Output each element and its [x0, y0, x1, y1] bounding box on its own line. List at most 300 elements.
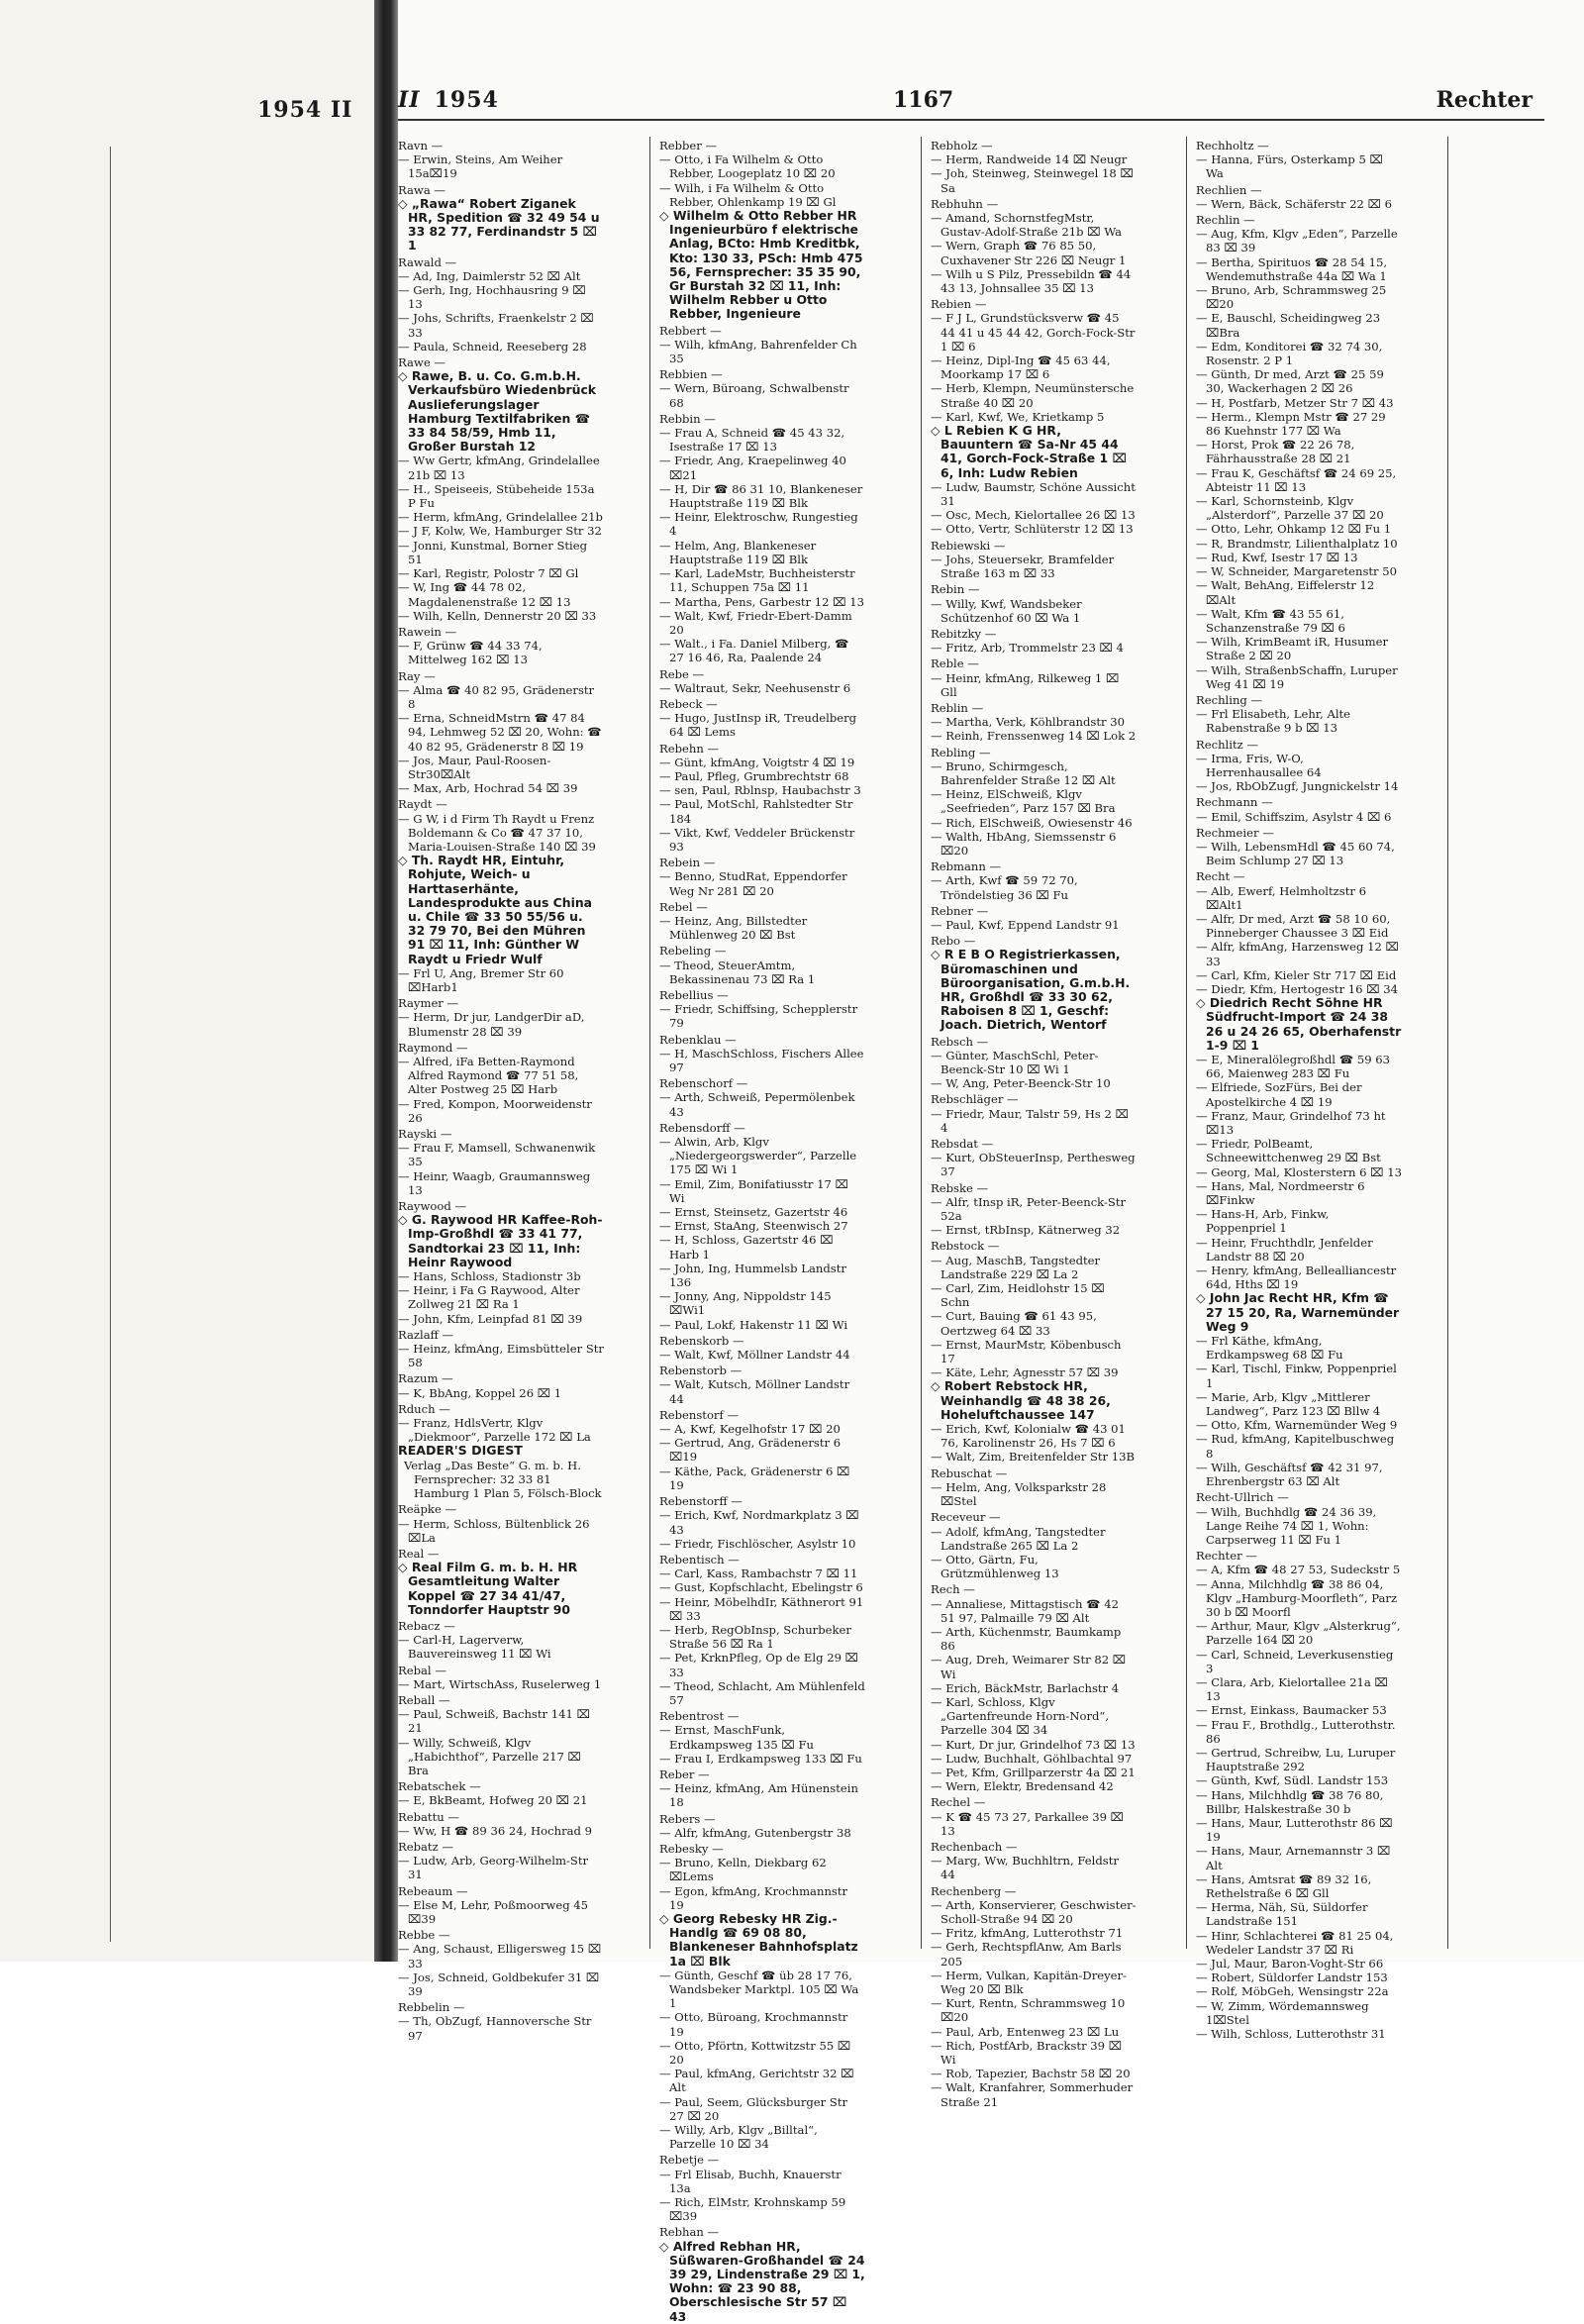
directory-entry: — Wilh, StraßenbSchaffn, Luruper Weg 41 ⌧ 19: [1196, 662, 1398, 691]
directory-entry: — Frau A, Schneid ☎ 45 43 32, Isestraße 17 ⌧ 13: [659, 426, 845, 455]
surname-heading: Rawald —: [398, 254, 457, 269]
directory-entry: — Heinr, Fruchthdlr, Jenfelder Landstr 88 ⌧ 20: [1196, 1235, 1373, 1263]
directory-entry: — G W, i d Firm Th Raydt u Frenz Boldemann & Co ☎ 47 37 10, Maria-Louisen-Straße 140 ⌧ 39: [398, 811, 596, 854]
directory-entry: — Marg, Ww, Buchhltrn, Feldstr 44: [931, 1854, 1119, 1882]
firm-entry: ◇ „Rawa“ Robert Ziganek HR, Spedition ☎ 32 49 54 u 33 82 77, Ferdinandstr 5 ⌧ 1: [398, 195, 600, 253]
directory-entry: — Aug, Kfm, Klgv „Eden“, Parzelle 83 ⌧ 39: [1196, 227, 1398, 255]
directory-entry: — Wilh, Buchhdlg ☎ 24 36 39, Lange Reihe 74 ⌧ 1, Wohn: Carpserweg 11 ⌧ Fu 1: [1196, 1504, 1377, 1547]
surname-heading: Rebehn —: [659, 741, 720, 756]
surname-heading: Rebin —: [931, 582, 980, 597]
directory-entry: — Georg, Mal, Klosterstern 6 ⌧ 13: [1196, 1164, 1402, 1179]
surname-heading: Razum —: [398, 1371, 453, 1386]
directory-entry: — H, Postfarb, Metzer Str 7 ⌧ 43: [1196, 395, 1394, 410]
directory-entry: — Jos, RbObZugf, Jungnickelstr 14: [1196, 779, 1399, 794]
directory-entry: — Rolf, MöbGeh, Wensingstr 22a: [1196, 1984, 1389, 1999]
directory-entry: — Theod, SteuerAmtm, Bekassinenau 73 ⌧ Ra 1: [659, 958, 816, 986]
surname-heading: Rechmann —: [1196, 795, 1273, 810]
directory-entry: — Carl, Schneid, Leverkusenstieg 3: [1196, 1647, 1394, 1675]
directory-entry: — Martha, Verk, Köhlbrandstr 30: [931, 715, 1125, 730]
surname-heading: Rechter —: [1196, 1549, 1257, 1564]
directory-entry: — Herm, kfmAng, Grindelallee 21b: [398, 510, 603, 525]
page-number: 1167: [893, 87, 954, 113]
surname-heading: Rebers —: [659, 1811, 716, 1826]
directory-entry: — Wilh, Kelln, Dennerstr 20 ⌧ 33: [398, 608, 597, 623]
directory-entry: — Jos, Maur, Paul-Roosen-Str30⌧Alt: [398, 753, 551, 781]
directory-entry: — Otto, Pförtn, Kottwitzstr 55 ⌧ 20: [659, 2038, 851, 2068]
directory-entry: — Edm, Konditorei ☎ 32 74 30, Rosenstr. 2 P 1: [1196, 339, 1383, 368]
firm-entry: ◇ John Jac Recht HR, Kfm ☎ 27 15 20, Ra, Warnemünder Weg 9: [1196, 1290, 1400, 1334]
surname-heading: Rebbelin —: [398, 2000, 465, 2015]
directory-entry: — Alfr, Dr med, Arzt ☎ 58 10 60, Pinneberger Chaussee 3 ⌧ Eid: [1196, 911, 1391, 941]
directory-entry: — Theod, Schlacht, Am Mühlenfeld 57: [659, 1678, 865, 1707]
directory-entry: — Gust, Kopfschlacht, Ebelingstr 6: [659, 1580, 863, 1595]
directory-entry: — Käthe, Pack, Grädenerstr 6 ⌧ 19: [659, 1464, 850, 1492]
directory-entry: — Ww Gertr, kfmAng, Grindelallee 21b ⌧ 13: [398, 454, 600, 482]
surname-heading: Rebal —: [398, 1663, 446, 1677]
directory-entry: — Rich, PostfArb, Brackstr 39 ⌧ Wi: [931, 2038, 1123, 2068]
directory-entry: — Helm, Ang, Blankeneser Hauptstraße 119 ⌧ Blk: [659, 538, 817, 566]
directory-entry: — Hanna, Fürs, Osterkamp 5 ⌧ Wa: [1196, 152, 1383, 181]
directory-entry: — John, Ing, Hummelsb Landstr 136: [659, 1261, 846, 1290]
directory-entry: — Wilh, LebensmHdl ☎ 45 60 74, Beim Schlump 27 ⌧ 13: [1196, 839, 1395, 868]
directory-entry: — Aug, Dreh, Weimarer Str 82 ⌧ Wi: [931, 1653, 1127, 1681]
directory-entry: — Bertha, Spirituos ☎ 28 54 15, Wendemuthstraße 44a ⌧ Wa 1: [1196, 254, 1388, 283]
surname-heading: Rebo —: [931, 934, 976, 949]
directory-entry: — Amand, SchornstfegMstr, Gustav-Adolf-Straße 21b ⌧ Wa: [931, 211, 1123, 240]
directory-entry: — Frau F, Mamsell, Schwanenwik 35: [398, 1141, 596, 1169]
firm-entry: ◇ Georg Rebesky HR Zig.-Handlg ☎ 69 08 80, Blankeneser Bahnhofsplatz 1a ⌧ Blk: [659, 1910, 858, 1969]
directory-entry: — Martha, Pens, Garbestr 12 ⌧ 13: [659, 594, 865, 609]
directory-entry: — Bruno, Schirmgesch, Bahrenfelder Straße 12 ⌧ Alt: [931, 758, 1116, 787]
surname-heading: Rebentrost —: [659, 1709, 740, 1724]
directory-entry: — Adolf, kfmAng, Tangstedter Landstraße 265 ⌧ La 2: [931, 1524, 1106, 1553]
surname-heading: Rebien —: [931, 297, 987, 312]
directory-entry: — Heinr, Waagb, Graumannsweg 13: [398, 1168, 591, 1197]
firm-heading: READER'S DIGEST: [398, 1443, 523, 1459]
directory-entry: — Bruno, Kelln, Diekbarg 62 ⌧Lems: [659, 1856, 827, 1884]
directory-entry: — Hugo, JustInsp iR, Treudelberg 64 ⌧ Lems: [659, 711, 857, 740]
surname-heading: Rechlitz —: [1196, 737, 1259, 752]
directory-entry: — W, Schneider, Margaretenstr 50: [1196, 564, 1398, 579]
directory-entry: — Emil, Schiffszim, Asylstr 4 ⌧ 6: [1196, 809, 1392, 824]
directory-entry: — Paul, Lokf, Hakenstr 11 ⌧ Wi: [659, 1317, 848, 1332]
directory-entry: — Walt, Kwf, Friedr-Ebert-Damm 20: [659, 608, 852, 637]
directory-entry: — Hans, Maur, Lutterothstr 86 ⌧ 19: [1196, 1815, 1393, 1845]
surname-heading: Rebsdat —: [931, 1137, 994, 1152]
surname-heading: Rebentisch —: [659, 1552, 740, 1566]
directory-entry: — W, Zimm, Wördemannsweg 1⌧Stel: [1196, 1998, 1369, 2027]
directory-entry: — Else M, Lehr, Poßmoorweg 45 ⌧39: [398, 1897, 589, 1926]
previous-page-fragment: [0, 0, 374, 1962]
directory-entry: — Egon, kfmAng, Krochmannstr 19: [659, 1883, 848, 1912]
directory-entry: — Karl, LadeMstr, Buchheisterstr 11, Schuppen 75a ⌧ 11: [659, 566, 855, 595]
directory-entry: — Alwin, Arb, Klgv „Niedergeorgswerder“, Parzelle 175 ⌧ Wi 1: [659, 1135, 857, 1177]
directory-entry: — Ludw, Buchhalt, Göhlbachtal 97: [931, 1751, 1133, 1766]
surname-heading: Rebstock —: [931, 1239, 1000, 1254]
surname-heading: Rebitzky —: [931, 626, 997, 641]
directory-entry: — Ludw, Baumstr, Schöne Aussicht 31: [931, 479, 1136, 509]
directory-entry: — Heinz, Dipl-Ing ☎ 45 63 44, Moorkamp 17 ⌧ 6: [931, 354, 1111, 382]
directory-entry: — R, Brandmstr, Lilienthalplatz 10: [1196, 536, 1398, 551]
directory-entry: — Carl-H, Lagerverw, Bauvereinsweg 11 ⌧ Wi: [398, 1633, 551, 1662]
directory-entry: — H, Dir ☎ 86 31 10, Blankeneser Hauptstraße 119 ⌧ Blk: [659, 481, 863, 511]
directory-entry: — Jonny, Ang, Nippoldstr 145 ⌧Wi1: [659, 1289, 832, 1318]
directory-entry: — Paul, Schweiß, Bachstr 141 ⌧ 21: [398, 1707, 590, 1736]
directory-entry: — Günth, Geschf ☎ üb 28 17 76, Wandsbeker Marktpl. 105 ⌧ Wa 1: [659, 1968, 859, 2011]
directory-entry: — Heinz, ElSchweiß, Klgv „Seefrieden“, Parz 157 ⌧ Bra: [931, 787, 1116, 816]
directory-entry: — Frl Käthe, kfmAng, Erdkampsweg 68 ⌧ Fu: [1196, 1334, 1343, 1363]
directory-page: [398, 0, 1584, 2324]
directory-entry: — Frau I, Erdkampsweg 133 ⌧ Fu: [659, 1751, 862, 1766]
surname-heading: Rebesky —: [659, 1841, 724, 1856]
directory-entry: — Jonni, Kunstmal, Borner Stieg 51: [398, 538, 588, 566]
directory-entry: — Anna, Milchhdlg ☎ 38 86 04, Klgv „Hamburg-Moorfleth“, Parz 30 b ⌧ Moorfl: [1196, 1576, 1398, 1619]
directory-entry: — Günth, Dr med, Arzt ☎ 25 59 30, Wackerhagen 2 ⌧ 26: [1196, 367, 1384, 396]
directory-entry: — Hans, Milchhdlg ☎ 38 76 80, Billbr, Halskestraße 30 b: [1196, 1787, 1384, 1816]
directory-entry: — Alb, Ewerf, Helmholtzstr 6 ⌧Alt1: [1196, 883, 1366, 912]
surname-heading: Recht —: [1196, 869, 1245, 884]
directory-entry: — Herb, Klempn, Neumünstersche Straße 40 ⌧ 20: [931, 381, 1135, 410]
surname-heading: Rebattu —: [398, 1809, 459, 1824]
directory-entry: — Arth, Schweiß, Pepermölenbek 43: [659, 1090, 855, 1119]
directory-entry: — Walt, Kwf, Möllner Landstr 44: [659, 1348, 850, 1363]
firm-entry: ◇ G. Raywood HR Kaffee-Roh-Imp-Großhdl ☎ 33 41 77, Sandtorkai 23 ⌧ 11, Inh: Heinr Raywood: [398, 1212, 603, 1269]
directory-entry: — Arth, Kwf ☎ 59 72 70, Tröndelstieg 36 ⌧ Fu: [931, 873, 1078, 902]
directory-entry: — Rich, ElMstr, Krohnskamp 59 ⌧39: [659, 2195, 846, 2224]
directory-entry: — Wern, Elektr, Bredensand 42: [931, 1779, 1114, 1794]
directory-entry: — Pet, Kfm, Grillparzerstr 4a ⌧ 21: [931, 1765, 1136, 1779]
directory-entry: — Wern, Bäck, Schäferstr 22 ⌧ 6: [1196, 196, 1393, 211]
surname-heading: Raydt —: [398, 797, 447, 812]
surname-heading: Rawe —: [398, 355, 446, 370]
surname-heading: Rebholz —: [931, 139, 993, 152]
surname-heading: Rebellius —: [659, 987, 729, 1002]
surname-heading: Razlaff —: [398, 1327, 454, 1342]
directory-entry: — Franz, Maur, Grindelhof 73 ht ⌧13: [1196, 1108, 1386, 1138]
directory-entry: — Frau F., Brothdlg., Lutterothstr. 86: [1196, 1717, 1396, 1746]
directory-entry: — Willy, Kwf, Wandsbeker Schützenhof 60 ⌧ Wa 1: [931, 596, 1082, 625]
directory-entry: — Paul, Seem, Glücksburger Str 27 ⌧ 20: [659, 2094, 848, 2123]
directory-entry: — Kurt, Rentn, Schrammsweg 10 ⌧20: [931, 1996, 1126, 2025]
directory-entry: — Walt, Kranfahrer, Sommerhuder Straße 21: [931, 2080, 1134, 2109]
surname-heading: Rebbin —: [659, 411, 716, 426]
directory-entry: — Rob, Tapezier, Bachstr 58 ⌧ 20: [931, 2067, 1131, 2081]
directory-entry: — Mart, WirtschAss, Ruselerweg 1: [398, 1676, 602, 1691]
directory-entry: — Arth, Konservierer, Geschwister-Scholl-Straße 94 ⌧ 20: [931, 1897, 1137, 1926]
directory-entry: — Carl, Kfm, Kieler Str 717 ⌧ Eid: [1196, 967, 1397, 982]
column-rule: [1186, 137, 1187, 1949]
directory-entry: — Elfriede, SozFürs, Bei der Apostelkirche 4 ⌧ 19: [1196, 1080, 1362, 1109]
directory-entry: — Clara, Arb, Kielortallee 21a ⌧ 13: [1196, 1674, 1388, 1704]
directory-entry: — Herb, RegObInsp, Schurbeker Straße 56 ⌧ Ra 1: [659, 1622, 851, 1652]
surname-heading: Rebenstorf —: [659, 1407, 740, 1422]
directory-entry: — Diedr, Kfm, Hertogestr 16 ⌧ 34: [1196, 981, 1399, 996]
directory-entry: — Gerh, RechtspflAnw, Am Barls 205: [931, 1940, 1122, 1969]
directory-entry: — Walt, Zim, Breitenfelder Str 13B: [931, 1450, 1136, 1465]
directory-entry: — Aug, MaschB, Tangstedter Landstraße 229 ⌧ La 2: [931, 1253, 1101, 1281]
directory-entry: — Johs, Schrifts, Fraenkelstr 2 ⌧ 33: [398, 311, 594, 340]
directory-entry: — Günter, MaschSchl, Peter-Beenck-Str 10 ⌧ Wi 1: [931, 1048, 1099, 1076]
directory-entry: — Herm., Klempn Mstr ☎ 27 29 86 Kuehnstr 177 ⌧ Wa: [1196, 409, 1386, 439]
directory-entry: — Heinr, Elektroschw, Rungestieg 4: [659, 510, 858, 539]
directory-entry: — Wern, Büroang, Schwalbenstr 68: [659, 381, 849, 410]
firm-entry: ◇ Rawe, B. u. Co. G.m.b.H. Verkaufsbüro Wiedenbrück Auslieferungslager Hamburg Textilfabriken ☎ 33 84 58/59, Hmb 11, Großer Burstah 12: [398, 368, 597, 455]
surname-heading: Rebhuhn —: [931, 196, 999, 211]
surname-heading: Rebuschat —: [931, 1465, 1008, 1480]
surname-heading: Rayski —: [398, 1127, 452, 1142]
directory-entry: — Robert, Süldorfer Landstr 153: [1196, 1970, 1388, 1985]
surname-heading: Rebel —: [659, 899, 708, 914]
directory-entry: — Gertrud, Schreibw, Lu, Luruper Hauptstraße 292: [1196, 1745, 1396, 1774]
directory-entry: — E, Bauschl, Scheidingweg 23 ⌧Bra: [1196, 311, 1381, 340]
surname-heading: Rebbert —: [659, 323, 722, 338]
directory-entry: — Irma, Fris, W-O, Herrenhausallee 64: [1196, 751, 1322, 779]
directory-entry: — Alfr, tInsp iR, Peter-Beenck-Str 52a: [931, 1194, 1127, 1224]
surname-heading: Rebe —: [659, 666, 705, 681]
directory-entry: — H., Speiseeis, Stübeheide 153a P Fu: [398, 481, 595, 511]
directory-entry: — Karl, Schloss, Klgv „Gartenfreunde Horn-Nord“, Parzelle 304 ⌧ 34: [931, 1694, 1110, 1738]
directory-entry: — Annaliese, Mittagstisch ☎ 42 51 97, Palmaille 79 ⌧ Alt: [931, 1596, 1119, 1625]
directory-entry: — Alfr, kfmAng, Gutenbergstr 38: [659, 1825, 851, 1840]
directory-entry: — Horst, Prok ☎ 22 26 78, Fährhausstraße 28 ⌧ 21: [1196, 438, 1355, 466]
directory-entry: — Herm, Schloss, Bültenblick 26 ⌧La: [398, 1516, 590, 1545]
directory-entry: — Herm, Vulkan, Kapitän-Dreyer-Weg 20 ⌧ Blk: [931, 1968, 1127, 1996]
surname-heading: Ravn —: [398, 139, 444, 152]
directory-entry: — Käte, Lehr, Agnesstr 57 ⌧ 39: [931, 1365, 1119, 1380]
surname-heading: Rebeling —: [659, 944, 727, 959]
directory-entry: — Heinz, Ang, Billstedter Mühlenweg 20 ⌧ Bst: [659, 913, 808, 943]
directory-entry: — E, BkBeamt, Hofweg 20 ⌧ 21: [398, 1793, 588, 1808]
directory-entry: — Friedr, Ang, Kraepelinweg 40 ⌧21: [659, 454, 846, 482]
surname-heading: Reblin —: [931, 700, 984, 715]
directory-entry: — J F, Kolw, We, Hamburger Str 32: [398, 524, 602, 539]
surname-heading: Recht-Ullrich —: [1196, 1490, 1289, 1505]
surname-heading: Rechlien —: [1196, 182, 1262, 197]
firm-entry: ◇ R E B O Registrierkassen, Büromaschinen und Büroorganisation, G.m.b.H. HR, Großhdl ☎ 33 30 62, Raboisen 8 ⌧ 1, Geschf: Joach. Dietrich, Wentorf: [931, 947, 1131, 1033]
surname-heading: Rebbien —: [659, 367, 723, 382]
directory-entry: — Gertrud, Ang, Grädenerstr 6 ⌧19: [659, 1436, 842, 1465]
volume-label: II: [398, 87, 421, 113]
directory-column-3: [931, 137, 1137, 2109]
directory-entry: — Otto, Lehr, Ohkamp 12 ⌧ Fu 1: [1196, 522, 1392, 537]
column-rule: [1447, 137, 1448, 1949]
directory-entry: — Hinr, Schlachterei ☎ 81 25 04, Wedeler Landstr 37 ⌧ Ri: [1196, 1928, 1394, 1957]
surname-heading: Rechholtz —: [1196, 139, 1269, 152]
directory-entry: — Willy, Arb, Klgv „Billtal“, Parzelle 10 ⌧ 34: [659, 2123, 818, 2152]
directory-entry: — Otto, Gärtn, Fu, Grützmühlenweg 13: [931, 1552, 1059, 1581]
directory-entry: — Erwin, Steins, Am Weiher 15a⌧19: [398, 152, 563, 181]
directory-entry: — Hans, Amtsrat ☎ 89 32 16, Rethelstraße 6 ⌧ Gll: [1196, 1871, 1372, 1900]
directory-entry: — Jul, Maur, Baron-Voght-Str 66: [1196, 1957, 1384, 1970]
directory-entry: — Kurt, ObSteuerInsp, Perthesweg 37: [931, 1151, 1136, 1179]
directory-entry: — H, MaschSchloss, Fischers Allee 97: [659, 1046, 864, 1074]
directory-entry: — Marie, Arb, Klgv „Mittlerer Landweg“, Parz 123 ⌧ Bllw 4: [1196, 1389, 1381, 1419]
surname-heading: Rebmann —: [931, 859, 1002, 874]
directory-entry: — Erich, Kwf, Nordmarkplatz 3 ⌧ 43: [659, 1508, 859, 1537]
book-gutter: [374, 0, 398, 1962]
directory-entry: — Curt, Bauing ☎ 61 43 95, Oertzweg 64 ⌧ 33: [931, 1309, 1097, 1338]
surname-heading: Rebhan —: [659, 2225, 720, 2240]
directory-entry: — Günth, Kwf, Südl. Landstr 153: [1196, 1773, 1389, 1788]
directory-entry: — Erich, Kwf, Kolonialw ☎ 43 01 76, Karolinenstr 26, Hs 7 ⌧ 6: [931, 1422, 1126, 1451]
directory-entry: — Ww, H ☎ 89 36 24, Hochrad 9: [398, 1823, 593, 1838]
firm-entry: ◇ Alfred Rebhan HR, Süßwaren-Großhandel ☎ 24 39 29, Lindenstraße 29 ⌧ 1, Wohn: ☎ 23 90 88, Oberschlesische Str 57 ⌧ 43: [659, 2238, 865, 2324]
surname-heading: Rebber —: [659, 139, 718, 152]
directory-entry: — Walt., i Fa. Daniel Milberg, ☎ 27 16 46, Ra, Paalende 24: [659, 637, 849, 665]
directory-entry: — Reinh, Frenssenweg 14 ⌧ Lok 2: [931, 729, 1137, 744]
directory-entry: — Gerh, Ing, Hochhausring 9 ⌧ 13: [398, 283, 586, 312]
directory-entry: — E, Mineralölegroßhdl ☎ 59 63 66, Maienweg 283 ⌧ Fu: [1196, 1053, 1391, 1081]
directory-entry: — Ernst, MaschFunk, Erdkampsweg 135 ⌧ Fu: [659, 1723, 814, 1752]
surname-heading: Receveur —: [931, 1510, 1001, 1525]
surname-heading: Rechel —: [931, 1795, 986, 1810]
directory-entry: — Fritz, Arb, Trommelstr 23 ⌧ 4: [931, 641, 1124, 656]
directory-entry: — Hans, Schloss, Stadionstr 3b: [398, 1269, 581, 1284]
surname-heading: Rech —: [931, 1582, 975, 1597]
directory-entry: — Franz, HdlsVertr, Klgv „Diekmoor“, Parzelle 172 ⌧ La: [398, 1416, 591, 1445]
firm-entry: ◇ Diedrich Recht Söhne HR Südfrucht-Import ☎ 24 38 26 u 24 26 65, Oberhafenstr 1-9 ⌧ 1: [1196, 995, 1402, 1053]
surname-heading: Rebenskorb —: [659, 1333, 744, 1348]
directory-entry: — F, Grünw ☎ 44 33 74, Mittelweg 162 ⌧ 13: [398, 639, 543, 667]
firm-entry: ◇ Real Film G. m. b. H. HR Gesamtleitung Walter Koppel ☎ 27 34 41/47, Tonndorfer Hauptstr 90: [398, 1560, 578, 1617]
directory-entry: — Paul, MotSchl, Rahlstedter Str 184: [659, 797, 853, 826]
surname-heading: Reble —: [931, 657, 979, 671]
directory-entry: — Ernst, Steinsetz, Gazertstr 46: [659, 1205, 848, 1220]
directory-entry: — Karl, Registr, Polostr 7 ⌧ Gl: [398, 566, 579, 581]
directory-entry: — Otto, i Fa Wilhelm & Otto Rebber, Loogeplatz 10 ⌧ 20: [659, 152, 836, 181]
surname-heading: Rebiewski —: [931, 538, 1006, 553]
directory-entry: — K ☎ 45 73 27, Parkallee 39 ⌧ 13: [931, 1809, 1125, 1838]
directory-entry: — Willy, Schweiß, Klgv „Habichthof“, Parzelle 217 ⌧ Bra: [398, 1735, 581, 1777]
page-header: [398, 87, 1584, 123]
column-rule: [110, 147, 111, 1942]
directory-entry: — W, Ing ☎ 44 78 02, Magdalenenstraße 12 ⌧ 13: [398, 580, 571, 609]
directory-entry: — Walt, Kfm ☎ 43 55 61, Schanzenstraße 79 ⌧ 6: [1196, 606, 1345, 635]
directory-entry: — Friedr, Fischlöscher, Asylstr 10: [659, 1536, 856, 1551]
directory-entry: — Waltraut, Sekr, Neehusenstr 6: [659, 680, 851, 695]
entry-continuation: Verlag „Das Beste“ G. m. b. H. Fernsprecher: 32 33 81 Hamburg 1 Plan 5, Fölsch-Block: [404, 1458, 602, 1501]
directory-entry: — W, Ang, Peter-Beenck-Str 10: [931, 1076, 1111, 1091]
column-rule: [649, 137, 650, 1949]
directory-entry: — Walt, Kutsch, Möllner Landstr 44: [659, 1377, 850, 1406]
directory-columns: [398, 137, 1546, 2324]
directory-entry: — Karl, Tischl, Finkw, Poppenpriel 1: [1196, 1362, 1397, 1390]
directory-entry: — Henry, kfmAng, Belleallianc​estr 64d, Hths ⌧ 19: [1196, 1263, 1397, 1292]
surname-heading: Rechenberg —: [931, 1883, 1017, 1898]
running-head: Rechter: [1436, 87, 1533, 113]
directory-column-2: [659, 137, 865, 2324]
directory-entry: — Arthur, Maur, Klgv „Alsterkrug“, Parzelle 164 ⌧ 20: [1196, 1619, 1401, 1648]
surname-heading: Rechling —: [1196, 692, 1263, 707]
directory-entry: — Vikt, Kwf, Veddeler Brückenstr 93: [659, 825, 855, 854]
surname-heading: Reber —: [659, 1767, 710, 1781]
directory-entry: — Friedr, PolBeamt, Schneewittchenweg 29 ⌧ Bst: [1196, 1137, 1381, 1165]
firm-entry: ◇ Robert Rebstock HR, Weinhandlg ☎ 48 38 26, Hoheluftchaussee 147: [931, 1378, 1111, 1422]
directory-entry: — Bruno, Arb, Schrammsweg 25 ⌧20: [1196, 283, 1387, 312]
surname-heading: Rebatz —: [398, 1839, 453, 1854]
surname-heading: Raywood —: [398, 1199, 467, 1214]
surname-heading: Rebschläger —: [931, 1092, 1019, 1107]
directory-entry: — F J L, Grundstücksverw ☎ 45 44 41 u 45 44 42, Gorch-Fock-Str 1 ⌧ 6: [931, 311, 1136, 354]
surname-heading: Rebenstorb —: [659, 1364, 742, 1378]
directory-entry: — Walth, HbAng, Siemssenstr 6 ⌧20: [931, 829, 1117, 858]
directory-entry: — Kurt, Dr jur, Grindelhof 73 ⌧ 13: [931, 1737, 1136, 1752]
directory-entry: — Erna, SchneidMstrn ☎ 47 84 94, Lehmweg 52 ⌧ 20, Wohn: ☎ 40 82 95, Grädenerstr 8 ⌧ 19: [398, 711, 602, 754]
surname-heading: Rebner —: [931, 903, 989, 918]
directory-entry: — Hans, Mal, Nordmeerstr 6 ⌧Finkw: [1196, 1178, 1365, 1208]
directory-entry: — Arth, Küchenmstr, Baumkamp 86: [931, 1624, 1122, 1654]
directory-entry: — Pet, KrknPfleg, Op de Elg 29 ⌧ 33: [659, 1651, 858, 1679]
directory-entry: — Walt, BehAng, Eiffelerstr 12 ⌧Alt: [1196, 578, 1375, 607]
directory-entry: — Hans, Maur, Arnemannstr 3 ⌧ Alt: [1196, 1844, 1391, 1872]
header-volume: [398, 87, 499, 113]
directory-entry: — Otto, Büroang, Krochmannstr 19: [659, 2010, 848, 2039]
directory-entry: — Max, Arb, Hochrad 54 ⌧ 39: [398, 781, 578, 796]
directory-entry: — Heinz, kfmAng, Am Hünenstein 18: [659, 1781, 858, 1810]
directory-entry: — Benno, StudRat, Eppendorfer Weg Nr 281 ⌧ 20: [659, 869, 847, 898]
firm-entry: ◇ Wilhelm & Otto Rebber HR Ingenieurbüro f elektrische Anlag, BCto: Hmb Kreditbk, Kto: 130 33, PSch: Hmb 475 56, Fernsprecher: 35 35 90, Gr Burstah 32 ⌧ 11, Inh: Wilhelm Rebber u Otto Rebber, Ingenieure: [659, 208, 863, 322]
directory-entry: — Osc, Mech, Kielortallee 26 ⌧ 13: [931, 508, 1136, 523]
surname-heading: Reball —: [398, 1692, 450, 1707]
directory-entry: — Frl Elisabeth, Lehr, Alte Rabenstraße 9 b ⌧ 13: [1196, 707, 1351, 736]
directory-entry: — Ang, Schaust, Elligersweg 15 ⌧ 33: [398, 1942, 602, 1970]
surname-heading: Rebsch —: [931, 1034, 989, 1049]
directory-entry: — Carl, Zim, Heidlohstr 15 ⌧ Schn: [931, 1281, 1105, 1310]
directory-entry: — Wilh, i Fa Wilhelm & Otto Rebber, Ohlenkamp 19 ⌧ Gl: [659, 180, 837, 209]
directory-entry: — Heinz, kfmAng, Eimsbütteler Str 58: [398, 1342, 604, 1370]
directory-entry: — A, Kfm ☎ 48 27 53, Sudeckstr 5: [1196, 1563, 1401, 1577]
surname-heading: Rebling —: [931, 745, 991, 759]
directory-entry: — Ernst, StaAng, Steenwisch 27: [659, 1219, 848, 1234]
directory-entry: — Herm, Randweide 14 ⌧ Neugr: [931, 152, 1128, 167]
directory-entry: — A, Kwf, Kegelhofstr 17 ⌧ 20: [659, 1422, 841, 1437]
surname-heading: Rawa —: [398, 182, 446, 197]
surname-heading: Rechenbach —: [931, 1839, 1018, 1854]
surname-heading: Real —: [398, 1546, 440, 1561]
surname-heading: Rechlin —: [1196, 213, 1255, 228]
directory-entry: — Karl, Kwf, We, Krietkamp 5: [931, 409, 1105, 424]
directory-entry: — Wilh u S Pilz, Pressebildn ☎ 44 43 13, Johnsallee 35 ⌧ 13: [931, 266, 1132, 296]
surname-heading: Rebacz —: [398, 1618, 455, 1633]
directory-column-4: [1196, 137, 1402, 2041]
surname-heading: Rebeaum —: [398, 1883, 468, 1898]
surname-heading: Raymer —: [398, 996, 459, 1011]
directory-entry: — sen, Paul, Rblnsp, Haubachstr 3: [659, 783, 861, 798]
surname-heading: Rebeck —: [659, 696, 718, 711]
surname-heading: Rebbe —: [398, 1928, 450, 1943]
directory-entry: — Ernst, tRbInsp, Kätnerweg 32: [931, 1223, 1121, 1238]
directory-entry: — John, Kfm, Leinpfad 81 ⌧ 39: [398, 1311, 583, 1326]
surname-heading: Rawein —: [398, 624, 457, 639]
directory-entry: — Joh, Steinweg, Steinwegel 18 ⌧ Sa: [931, 166, 1134, 195]
directory-entry: — Rud, kfmAng, Kapitelbuschweg 8: [1196, 1432, 1395, 1461]
directory-entry: — Alfred, iFa Betten-Raymond Alfred Raymond ☎ 77 51 58, Alter Postweg 25 ⌧ Harb: [398, 1055, 579, 1097]
directory-entry: — Heinr, kfmAng, Rilkeweg 1 ⌧ Gll: [931, 670, 1120, 699]
column-rule: [921, 137, 922, 1949]
directory-entry: — Fritz, kfmAng, Lutterothstr 71: [931, 1926, 1124, 1941]
directory-column-1: [398, 137, 604, 2043]
firm-entry: ◇ L Rebien K G HR, Bauuntern ☎ Sa-Nr 45 44 41, Gorch-Fock-Straße 1 ⌧ 6, Inh: Ludw Rebien: [931, 423, 1127, 480]
directory-entry: — Wern, Graph ☎ 76 85 50, Cuxhavener Str 226 ⌧ Neugr 1: [931, 239, 1127, 267]
directory-entry: — Emil, Zim, Bonifatiusstr 17 ⌧ Wi: [659, 1176, 848, 1205]
directory-entry: — Johs, Steuersekr, Bramfelder Straße 163 m ⌧ 33: [931, 552, 1115, 581]
directory-entry: — Paul, Arb, Entenweg 23 ⌧ Lu: [931, 2024, 1120, 2039]
directory-entry: — Jos, Schneid, Goldbekufer 31 ⌧ 39: [398, 1970, 600, 1998]
surname-heading: Rebensdorff —: [659, 1120, 745, 1135]
directory-entry: — Ernst, MaurMstr, Köbenbusch 17: [931, 1337, 1122, 1366]
directory-entry: — Frl Elisab, Buchh, Knauerstr 13a: [659, 2167, 842, 2195]
directory-entry: — Ludw, Arb, Georg-Wilhelm-Str 31: [398, 1854, 589, 1882]
